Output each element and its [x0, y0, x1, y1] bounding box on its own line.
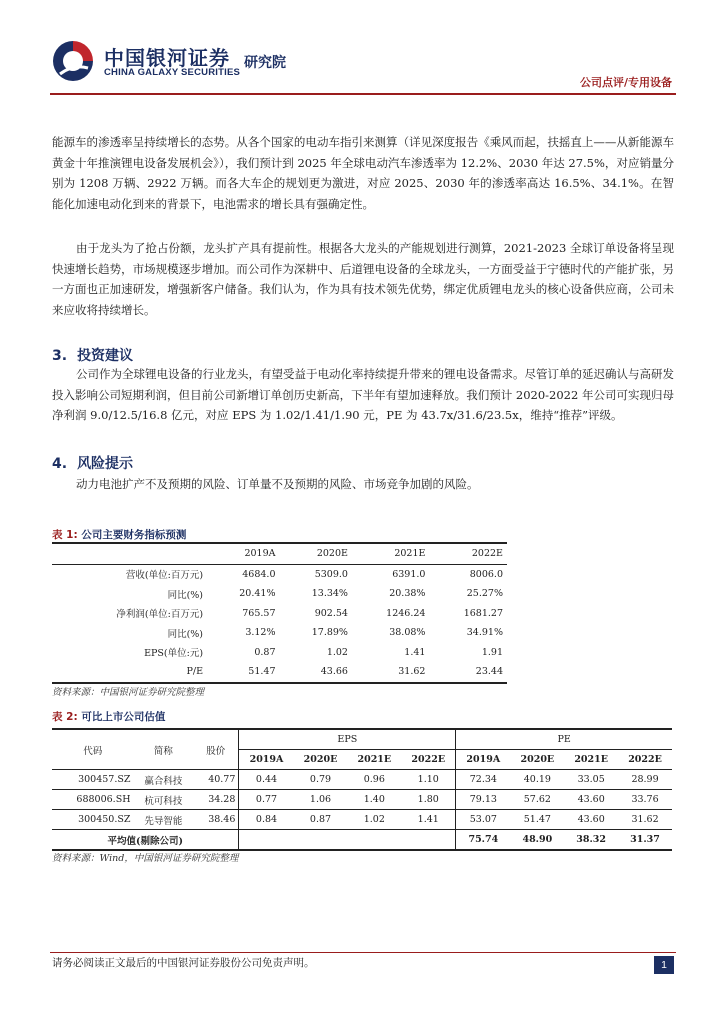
table-cell: 72.34: [456, 770, 511, 790]
table-row: [52, 662, 507, 683]
section-label: 风险提示: [77, 456, 134, 472]
section-number: 4.: [52, 456, 68, 472]
table-cell: 902.54: [314, 607, 348, 619]
table-cell: 25.27%: [466, 588, 503, 600]
brand-name-cn: 中国银河证券: [104, 46, 230, 70]
year-header: 2020E: [294, 750, 348, 770]
table-cell: 79.13: [456, 790, 511, 810]
year-header: 2021E: [564, 750, 618, 770]
table-cell: 23.44: [429, 662, 507, 683]
table-row: [52, 604, 507, 624]
table-cell: 53.07: [456, 810, 511, 830]
brand-logo-icon: [50, 38, 96, 84]
table-cell: 28.99: [618, 770, 672, 790]
table-cell: 1.06: [294, 790, 348, 810]
col-header-code: 代码: [52, 729, 133, 770]
report-category: 公司点评/专用设备: [579, 76, 672, 89]
stock-code: 300457.SZ: [52, 770, 133, 790]
table-cell: 1.41: [401, 810, 456, 830]
table-cell: 51.47: [510, 810, 564, 830]
year-header: 2021E: [347, 750, 401, 770]
table-row: [52, 623, 507, 643]
table-cell: 57.62: [510, 790, 564, 810]
table-cell: 0.44: [239, 770, 294, 790]
table-cell: 43.60: [564, 790, 618, 810]
stock-name: 赢合科技: [133, 770, 193, 790]
table-header-cell: 2019A: [207, 543, 279, 564]
table-header-cell: 2021E: [352, 543, 429, 564]
footer-disclaimer: 请务必阅读正文最后的中国银河证券股份公司免责声明。: [52, 957, 315, 969]
table-cell: 0.79: [294, 770, 348, 790]
table-cell: 5309.0: [314, 568, 348, 580]
table2-source: 资料来源：Wind，中国银河证券研究院整理: [52, 853, 239, 864]
section-label: 投资建议: [77, 348, 134, 364]
table-cell: 1.10: [401, 770, 456, 790]
table-cell: 33.76: [618, 790, 672, 810]
table-cell: 43.60: [564, 810, 618, 830]
table-cell: 31.62: [618, 810, 672, 830]
table-cell: 0.84: [239, 810, 294, 830]
table-cell: 20.38%: [389, 588, 426, 600]
row-label: 净利润(单位:百万元): [116, 609, 204, 621]
col-header-price: 股价: [193, 729, 239, 770]
paragraph-investment: 公司作为全球锂电设备的行业龙头，有望受益于电动化率持续提升带来的锂电设备需求。尽管订单的延迟确认与高研发投入影响公司短期利润，但目前公司新增订单创历史新高，下半年有望加速释放。我们预计 2020-2022 年公司可实现归母净利润 9.0/12.5/16.8 亿元，对应 EPS 为 1.02/1.41/1.90 元，PE 为 43.7x/31.6/23.5x，维持“推荐”评级。: [52, 367, 674, 423]
stock-name: 先导智能: [133, 810, 193, 830]
stock-code: 300450.SZ: [52, 810, 133, 830]
table-cell: 1681.27: [463, 607, 503, 619]
table-header-cell: 2022E: [429, 543, 507, 564]
table-cell: 8006.0: [469, 568, 503, 580]
table-cell: 34.91%: [466, 627, 503, 639]
table-cell: 31.62: [352, 662, 429, 683]
row-label: 同比(%): [167, 628, 204, 640]
paragraph-ev-penetration: 能源车的渗透率呈持续增长的态势。从各个国家的电动车指引来测算（详见深度报告《乘风而起，扶摇直上——从新能源车黄金十年推演锂电设备发展机会》），我们预计到 2025 年全球电动汽车渗透率为 12.2%、2030 年达 27.5%，对应销量分别为 1208 万辆、2922 万辆。而各大车企的规划更为激进，对应 2025、2030 年的渗透率高达 16.5%、34.1%。在智能化加速电动化到来的背景下，电池需求的增长具有强确定性。: [52, 135, 674, 212]
year-header: 2020E: [510, 750, 564, 770]
table-row: [52, 584, 507, 604]
table1-prefix: 表 1:: [52, 529, 78, 541]
group-header-eps: EPS: [239, 729, 456, 750]
table-cell: 1.41: [404, 646, 426, 658]
row-label: 同比(%): [167, 589, 204, 601]
table1-title: [52, 527, 186, 542]
stock-price: 38.46: [193, 810, 239, 830]
table-cell: 1.91: [481, 646, 503, 658]
row-label: EPS(单位:元): [144, 648, 204, 660]
group-header-pe: PE: [456, 729, 672, 750]
footer-divider: [50, 952, 676, 953]
table-cell: 1.40: [347, 790, 401, 810]
table2-title: [52, 709, 165, 724]
year-header: 2019A: [239, 750, 294, 770]
average-label: 平均值(剔除公司): [52, 830, 239, 851]
section-title-risk: [52, 453, 133, 473]
paragraph-leader-expansion: 由于龙头为了抢占份额，龙头扩产具有提前性。根据各大龙头的产能规划进行测算，2021-2023 全球订单设备将呈现快速增长趋势，市场规模逐步增加。而公司作为深耕中、后道锂电设备的全球龙头，一方面受益于宁德时代的产能扩张，另一方面也正加速研发，增强新客户储备。我们认为，作为具有技术领先优势，绑定优质锂电龙头的核心设备供应商，公司未来应收将持续增长。: [52, 241, 674, 318]
table-cell: 17.89%: [311, 627, 348, 639]
average-cell: 38.32: [564, 830, 618, 851]
paragraph-risk: 动力电池扩产不及预期的风险、订单量不及预期的风险、市场竞争加剧的风险。: [76, 477, 479, 491]
stock-price: 40.77: [193, 770, 239, 790]
table-cell: 1.02: [347, 810, 401, 830]
table1-caption: 公司主要财务指标预测: [81, 529, 187, 541]
row-label: 营收(单位:百万元): [125, 570, 204, 582]
table-row: [52, 790, 672, 810]
table-cell: 1246.24: [386, 607, 426, 619]
table-cell: 43.66: [280, 662, 352, 683]
table-cell: 0.96: [347, 770, 401, 790]
stock-code: 688006.SH: [52, 790, 133, 810]
table-cell: 13.34%: [311, 588, 348, 600]
page-number: 1: [654, 956, 674, 974]
brand-name-en: CHINA GALAXY SECURITIES: [104, 67, 241, 78]
table-cell: 6391.0: [392, 568, 426, 580]
year-header: 2022E: [618, 750, 672, 770]
table-row: [52, 810, 672, 830]
table1-source: 资料来源：中国银河证券研究院整理: [52, 687, 205, 698]
section-title-investment: [52, 345, 133, 365]
col-header-name: 简称: [133, 729, 193, 770]
comparable-valuation-table: [52, 728, 672, 851]
average-cell: 75.74: [456, 830, 511, 851]
average-cell: 48.90: [510, 830, 564, 851]
table2-prefix: 表 2:: [52, 711, 78, 723]
row-label: P/E: [52, 662, 207, 683]
table-row: [52, 770, 672, 790]
table-cell: 51.47: [207, 662, 279, 683]
table-cell: 20.41%: [239, 588, 276, 600]
table-cell: 1.80: [401, 790, 456, 810]
table-cell: 4684.0: [242, 568, 276, 580]
table-cell: 765.57: [242, 607, 276, 619]
table-row: [52, 643, 507, 663]
header-divider: [50, 93, 676, 95]
year-header: 2019A: [456, 750, 511, 770]
average-cell: 31.37: [618, 830, 672, 851]
table-cell: 3.12%: [245, 627, 276, 639]
table-cell: 33.05: [564, 770, 618, 790]
institute-label: 研究院: [244, 55, 286, 71]
table-header-cell: [52, 543, 207, 564]
table-cell: 0.87: [254, 646, 276, 658]
table-cell: 40.19: [510, 770, 564, 790]
table-cell: 38.08%: [389, 627, 426, 639]
average-row: [52, 830, 672, 851]
table-cell: 1.02: [326, 646, 348, 658]
year-header: 2022E: [401, 750, 456, 770]
table-row: [52, 564, 507, 584]
financial-forecast-table: [52, 542, 507, 684]
table2-caption: 可比上市公司估值: [81, 711, 166, 723]
table-header-cell: 2020E: [280, 543, 352, 564]
stock-name: 杭可科技: [133, 790, 193, 810]
table-cell: 0.77: [239, 790, 294, 810]
stock-price: 34.28: [193, 790, 239, 810]
section-number: 3.: [52, 348, 68, 364]
table-cell: 0.87: [294, 810, 348, 830]
